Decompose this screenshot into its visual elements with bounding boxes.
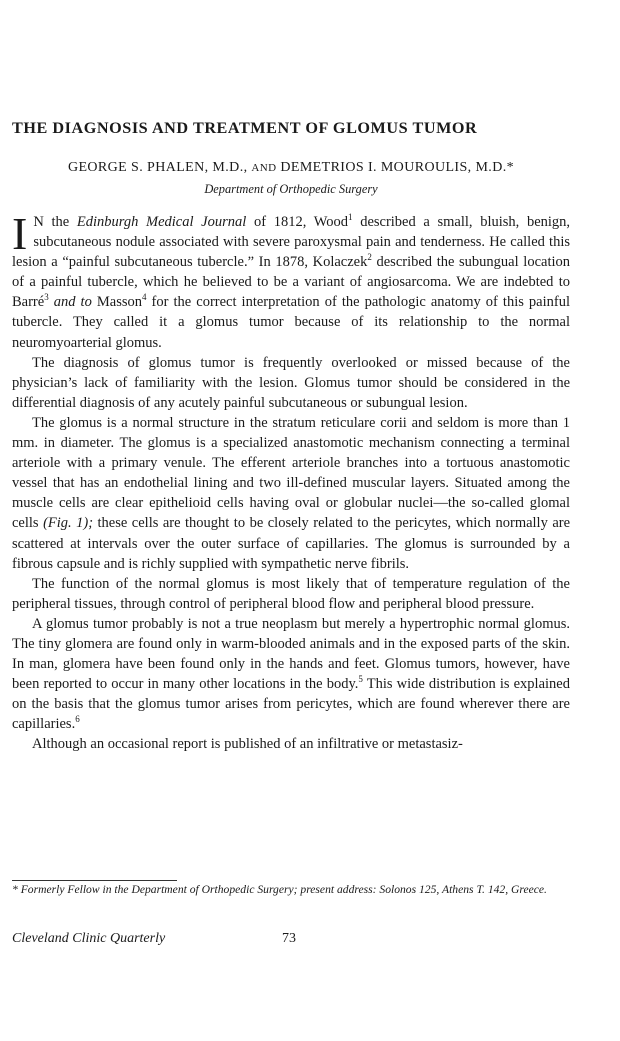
paragraph-3: The glomus is a normal structure in the stratum reticulare corii and seldom is more than 1 mm. in diameter. The glomus is a specialized anastomotic mechanism connecting a terminal arteriole with a primary venule. The efferent arteriole branches into a tortuous anastomotic vessel that has an endothelial lining and two ill-defined muscular layers. Situated among the muscle cells are clear epithelioid cells having oval or globular nuclei—the so-called glomal cells (Fig. 1); these cells are thought to be closely related to the pericytes, which normally are scattered at intervals over the outer surface of capillaries. The glomus is surrounded by a fibrous capsule and is richly supplied with sympathetic nerve fibrils.: [12, 414, 571, 572]
paragraph-2: The diagnosis of glomus tumor is frequently overlooked or missed because of the physician’s lack of familiarity with the lesion. Glomus tumor should be considered in the differential diagnosis of any acutely painful subcutaneous or subungual lesion.: [12, 354, 570, 411]
paragraph-6: Although an occasional report is published of an infiltrative or metastasiz-: [32, 736, 463, 753]
reference-3: 3: [44, 292, 49, 303]
author-line: [12, 160, 570, 176]
footnote-rule: [12, 880, 177, 881]
article-title: THE DIAGNOSIS AND TREATMENT OF GLOMUS TUMOR: [12, 119, 478, 137]
journal-name: Edinburgh Medical Journal: [76, 214, 247, 230]
drop-cap: I: [12, 208, 28, 259]
reference-4: 4: [142, 292, 147, 303]
paragraph-5: A glomus tumor probably is not a true neoplasm but merely a hypertrophic normal glomus. The tiny glomera are found only in warm-blooded animals and in the exposed parts of the skin. In man, glomera have been found only in the hands and feet. Glomus tumors, however, have been reported to occur in many other locations in the body.$^5$ This wide distribution is explained on the basis that the glomus tumor arises from pericytes, which are found wherever there are capillaries.$^6$: [12, 615, 570, 733]
department-line: Department of Orthopedic Surgery: [204, 182, 378, 196]
page-number: 73: [282, 931, 296, 946]
page-footer: [12, 931, 570, 951]
author-conjunction: AND: [251, 162, 277, 174]
reference-5: 5: [358, 674, 363, 685]
paragraph-1: I N the Edinburgh Medical Journal of 1812, Wood$^1$ described a small, bluish, benign, subcutaneous nodule associated with severe paroxysmal pain and tenderness. He called this lesion a “painful subcutaneous tubercle.” In 1878, Kolaczek$^2$ described the subungual location of a painful tubercle, which he believed to be a variant of angiosarcoma. We are indebted to Barré$^3$ and to Masson$^4$ for the correct interpretation of the pathologic anatomy of this painful tubercle. They called it a glomus tumor because of its relationship to the normal neuromyoarterial glomus.: [12, 208, 571, 351]
reference-1: 1: [348, 212, 353, 223]
reference-6: 6: [75, 714, 80, 725]
author-1: GEORGE S. PHALEN, M.D.,: [67, 160, 248, 175]
reference-2: 2: [367, 252, 372, 263]
paragraph-4: The function of the normal glomus is most likely that of temperature regulation of the peripheral tissues, through control of peripheral blood flow and peripheral blood pressure.: [12, 575, 570, 612]
article-body: [12, 208, 571, 755]
author-2: DEMETRIOS I. MOUROULIS, M.D.*: [280, 160, 515, 175]
author-footnote: * Formerly Fellow in the Department of Orthopedic Surgery; present address: Solonos 125, Athens T. 142, Greece.: [12, 883, 547, 896]
figure-reference: (Fig. 1);: [43, 515, 94, 532]
journal-title: Cleveland Clinic Quarterly: [12, 931, 166, 946]
